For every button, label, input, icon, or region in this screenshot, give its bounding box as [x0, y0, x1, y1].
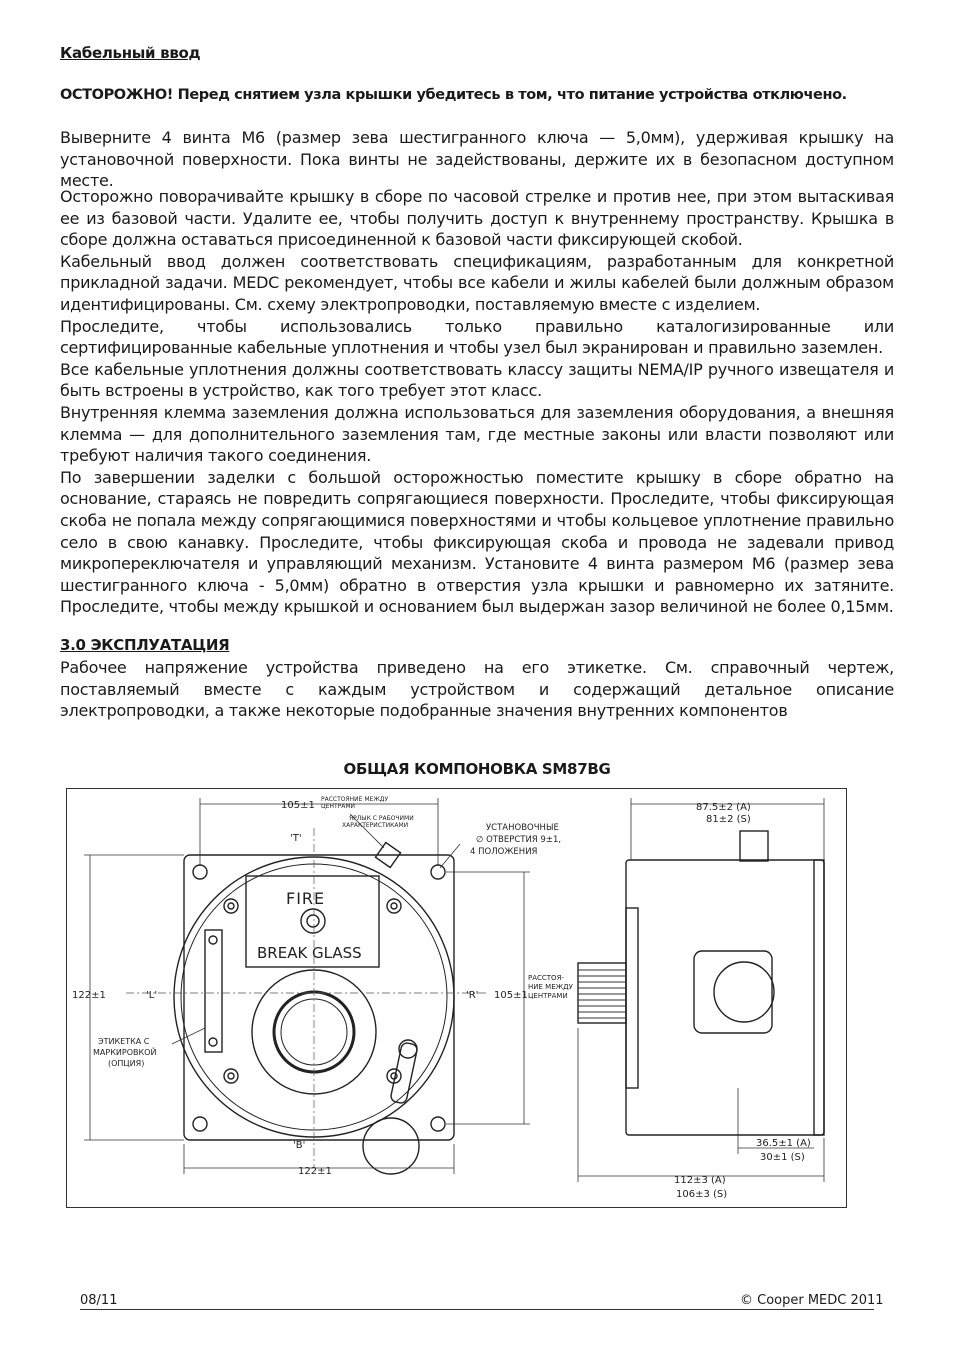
dim-side-mid-s: 30±1 (S) [760, 1152, 805, 1163]
note-marking-2: МАРКИРОВКОЙ [93, 1048, 157, 1057]
strip-rivet [209, 1038, 217, 1046]
label-b: 'B' [293, 1140, 306, 1151]
side-body [626, 860, 824, 1135]
cover-screw-center [228, 903, 234, 909]
side-gland [714, 962, 774, 1022]
warning-text: ОСТОРОЖНО! Перед снятием узла крышки убедитесь в том, что питание устройства отключено. [60, 87, 847, 103]
cover-screw [224, 899, 238, 913]
glass-button-outer [301, 909, 325, 933]
section2-title: 3.0 ЭКСПЛУАТАЦИЯ [60, 636, 230, 654]
side-dimensions [578, 798, 824, 1182]
figure-caption: ОБЩАЯ КОМПОНОВКА SM87BG [343, 760, 611, 778]
marking-strip [205, 930, 222, 1052]
side-gland-boss [694, 951, 772, 1033]
note-marking-3: (ОПЦИЯ) [108, 1059, 145, 1068]
note-centers-top-2: ЦЕНТРАМИ [321, 803, 356, 810]
label-l: 'L' [146, 990, 158, 1001]
note-centers-top-1: РАССТОЯНИЕ МЕЖДУ [321, 796, 389, 803]
dim-side-bot-s: 106±3 (S) [676, 1189, 728, 1200]
note-marking-1: ЭТИКЕТКА С [98, 1037, 150, 1046]
cover-screw [387, 899, 401, 913]
general-layout-drawing [66, 788, 847, 1208]
mounting-hole [193, 1117, 207, 1131]
mounting-hole [431, 865, 445, 879]
operation-paragraph [60, 657, 894, 722]
fire-text: FIRE [286, 889, 326, 908]
key-knob [363, 1118, 419, 1174]
dim-top-centers: 105±1 [281, 800, 315, 811]
note-centers-right-1: РАССТОЯ- [528, 974, 564, 982]
note-centers-right-2: НИЕ МЕЖДУ [528, 983, 573, 991]
dim-side-bot-a: 112±3 (A) [674, 1175, 726, 1186]
knurl-lines [578, 970, 626, 1018]
note-centers-right-3: ЦЕНТРАМИ [528, 992, 568, 1000]
side-view [578, 831, 824, 1135]
front-view-centerlines [126, 828, 486, 1168]
paragraph-screws-text: Выверните 4 винта М6 (размер зева шестигранного ключа — 5,0мм), удерживая крышку на установочной поверхности. Пока винты не задействованы, держите их в безопасном доступном месте. [60, 128, 894, 191]
side-flange [626, 908, 638, 1088]
mounting-hole [193, 865, 207, 879]
cover-screw-center [391, 903, 397, 909]
glass-button-inner [307, 915, 319, 927]
dim-side-top-a: 87.5±2 (A) [696, 802, 751, 813]
side-rear-plate [814, 860, 824, 1135]
dim-side-mid-a: 36.5±1 (A) [756, 1138, 811, 1149]
note-label-1: ЯРЛЫК С РАБОЧИМИ [349, 815, 414, 822]
break-glass-text: BREAK GLASS [257, 944, 362, 962]
dim-right: 105±1 [494, 990, 528, 1001]
section-title: Кабельный ввод [60, 44, 201, 62]
note-holes-3: 4 ПОЛОЖЕНИЯ [470, 847, 538, 857]
paragraph-cable-entry [60, 186, 894, 618]
note-holes-1: УСТАНОВОЧНЫЕ [486, 823, 559, 833]
strip-rivet [209, 936, 217, 944]
footer-divider [80, 1309, 874, 1310]
operation-paragraph-text: Рабочее напряжение устройства приведено на его этикетке. См. справочный чертеж, поставляемый вместе с каждым устройством и содержащий детальное описание электропроводки, а также некоторые подобранные значения внутренних компонентов [60, 658, 894, 721]
mounting-hole [431, 1117, 445, 1131]
paragraph-screws [60, 127, 894, 192]
side-label-cap [740, 831, 768, 861]
label-t: 'T' [290, 833, 302, 844]
dim-left: 122±1 [72, 990, 106, 1001]
footer-date: 08/11 [80, 1293, 118, 1308]
knurled-knob [578, 963, 626, 1023]
dim-bottom: 122±1 [298, 1166, 332, 1177]
cover-screw [224, 1069, 238, 1083]
note-holes-2: ∅ ОТВЕРСТИЯ 9±1, [476, 835, 562, 845]
cover-screw-center [228, 1073, 234, 1079]
footer-copyright: © Cooper MEDC 2011 [740, 1293, 884, 1308]
note-label-2: ХАРАКТЕРИСТИКАМИ [342, 822, 409, 829]
paragraph-cable-entry-text: Осторожно поворачивайте крышку в сборе по часовой стрелке и против нее, при этом вытаскивая ее из базовой части. Удалите ее, чтобы получить доступ к внутреннему пространству. Крышка в сборе должна оставаться присоединенной к базовой части фиксирующей скобой. Кабельный ввод должен соответствовать спецификациям, разработанным для конкретной прикладной задачи. MEDC рекомендует, чтобы все кабели и жилы кабелей были должным образом идентифицированы. См. схему электропроводки, поставляемую вместе с изделием. Проследите, чтобы использовались только правильно каталогизированные или сертифицированные кабельные уплотнения и чтобы узел был экранирован и правильно заземлен. Все кабельные уплотнения должны соответствовать классу защиты NEMA/IP ручного извещателя и быть встроены в устройство, как того требует этот класс. Внутренняя клемма заземления должна использоваться для заземления оборудования, а внешняя клемма — для дополнительного заземления там, где местные законы или власти позволяют или требуют наличия такого соединения. По завершении заделки с большой осторожностью поместите крышку в сборе обратно на основание, стараясь не повредить сопрягающиеся поверхности. Проследите, чтобы фиксирующая скоба не попала между сопрягающимися поверхностями и чтобы кольцевое уплотнение правильно село в свою канавку. Проследите, чтобы фиксирующая скоба и провода не задевали привод микропереключателя и управляющий механизм. Установите 4 винта размером М6 (размер зева шестигранного ключа - 5,0мм) обратно в отверстия узла крышки и равномерно их затяните. Проследите, чтобы между крышкой и основанием был выдержан зазор величиной не более 0,15мм. [60, 187, 894, 617]
dim-side-top-s: 81±2 (S) [706, 814, 751, 825]
label-r: 'R' [466, 990, 479, 1001]
